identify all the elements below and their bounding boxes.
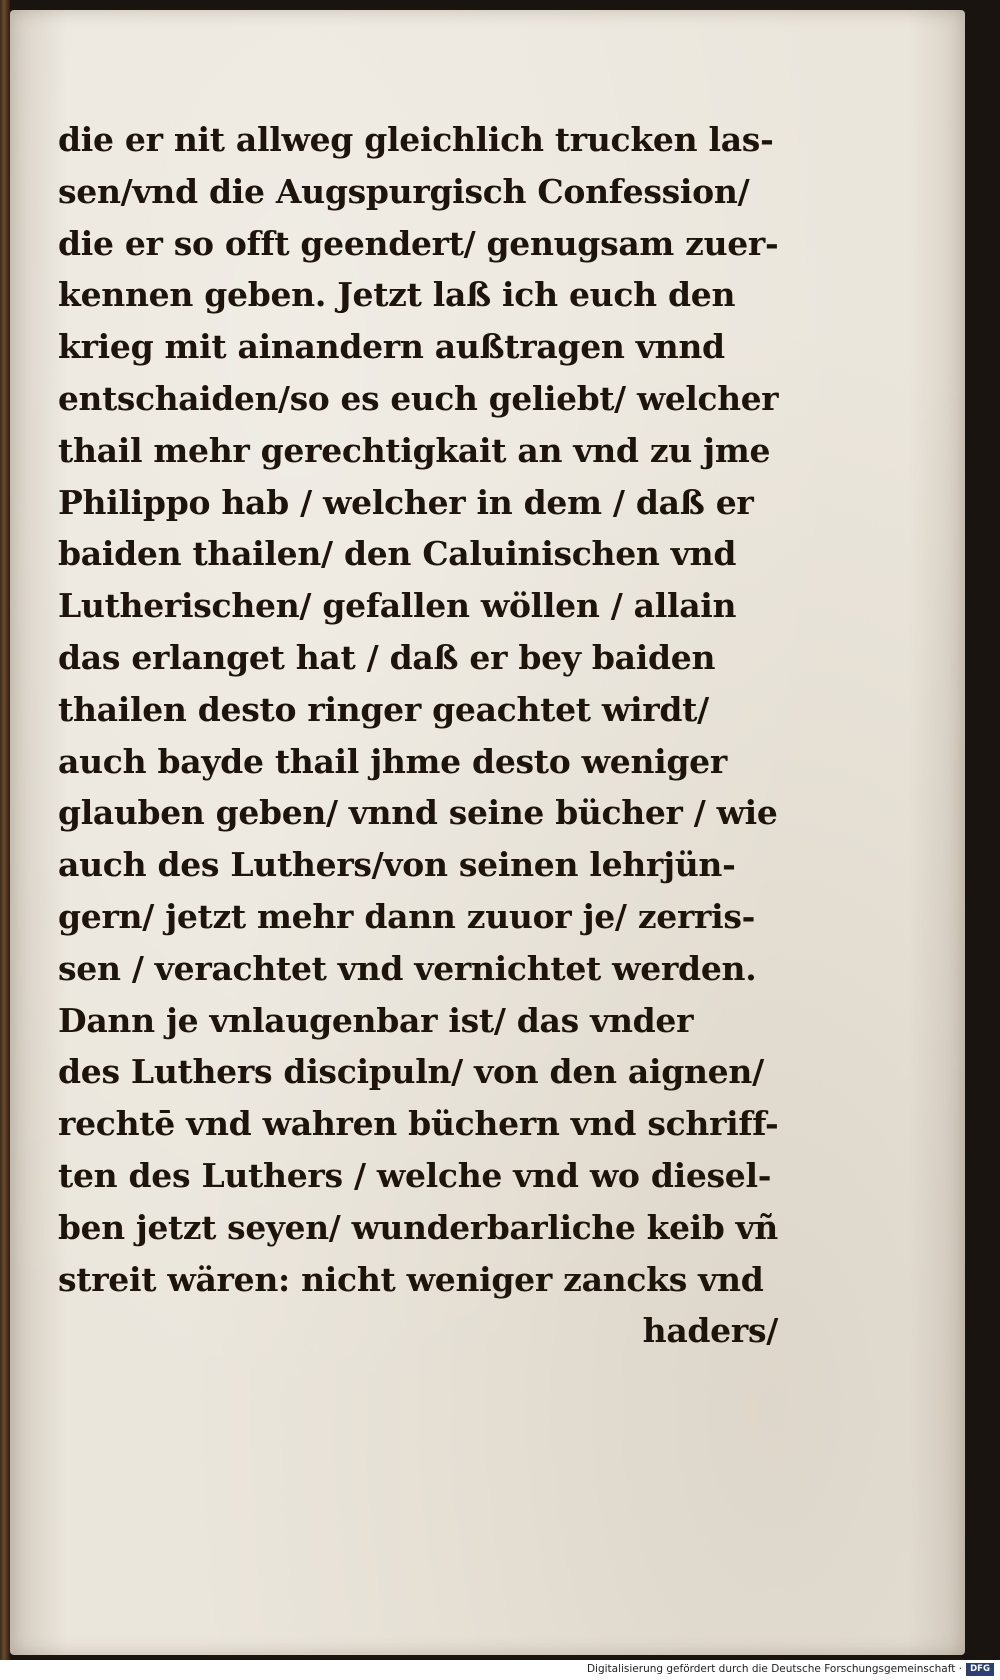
text-line: thailen desto ringer geachtet wirdt/ [58, 689, 709, 729]
text-line: kennen geben. Jetzt laß ich euch den [58, 275, 736, 315]
dfg-logo: DFG [966, 1663, 994, 1676]
book-binding-edge [0, 0, 10, 1660]
text-line: ben jetzt seyen/ wunderbarliche keib vñ [58, 1207, 778, 1247]
book-page [10, 10, 965, 1655]
text-line: thail mehr gerechtigkait an vnd zu jme [58, 430, 771, 470]
text-line: das erlanget hat / daß er bey baiden [58, 637, 716, 677]
digitization-footer [0, 1660, 1000, 1680]
text-line: auch des Luthers/von seinen lehrjün- [58, 845, 736, 885]
footer-credit: Digitalisierung gefördert durch die Deutsche Forschungsgemeinschaft · [586, 1663, 962, 1675]
text-line: baiden thailen/ den Caluinischen vnd [58, 534, 737, 574]
text-line: sen/vnd die Augspurgisch Confession/ [58, 171, 750, 211]
text-line: glauben geben/ vnnd seine bücher / wie [58, 793, 778, 833]
text-line: streit wären: nicht weniger zancks vnd [58, 1259, 764, 1299]
text-line: die er so offt geendert/ genugsam zuer- [58, 223, 779, 263]
text-line: auch bayde thail jhme desto weniger [58, 741, 727, 781]
text-line: Dann je vnlaugenbar ist/ das vnder [58, 1000, 694, 1040]
text-line: krieg mit ainandern außtragen vnnd [58, 327, 725, 367]
text-line: gern/ jetzt mehr dann zuuor je/ zerris- [58, 896, 756, 936]
text-line: die er nit allweg gleichlich trucken las- [58, 120, 774, 159]
text-line: ten des Luthers / welche vnd wo diesel- [58, 1155, 772, 1195]
page-text-block [58, 114, 778, 1357]
text-line: sen / verachtet vnd vernichtet werden. [58, 948, 757, 988]
text-line: entschaiden/so es euch geliebt/ welcher [58, 378, 779, 418]
text-line: rechtē vnd wahren büchern vnd schriff- [58, 1104, 779, 1144]
text-line: des Luthers discipuln/ von den aignen/ [58, 1052, 764, 1092]
text-line: Philippo hab / welcher in dem / daß er [58, 482, 754, 522]
catchword: haders/ [642, 1311, 778, 1351]
text-line: Lutherischen/ gefallen wöllen / allain [58, 586, 737, 626]
